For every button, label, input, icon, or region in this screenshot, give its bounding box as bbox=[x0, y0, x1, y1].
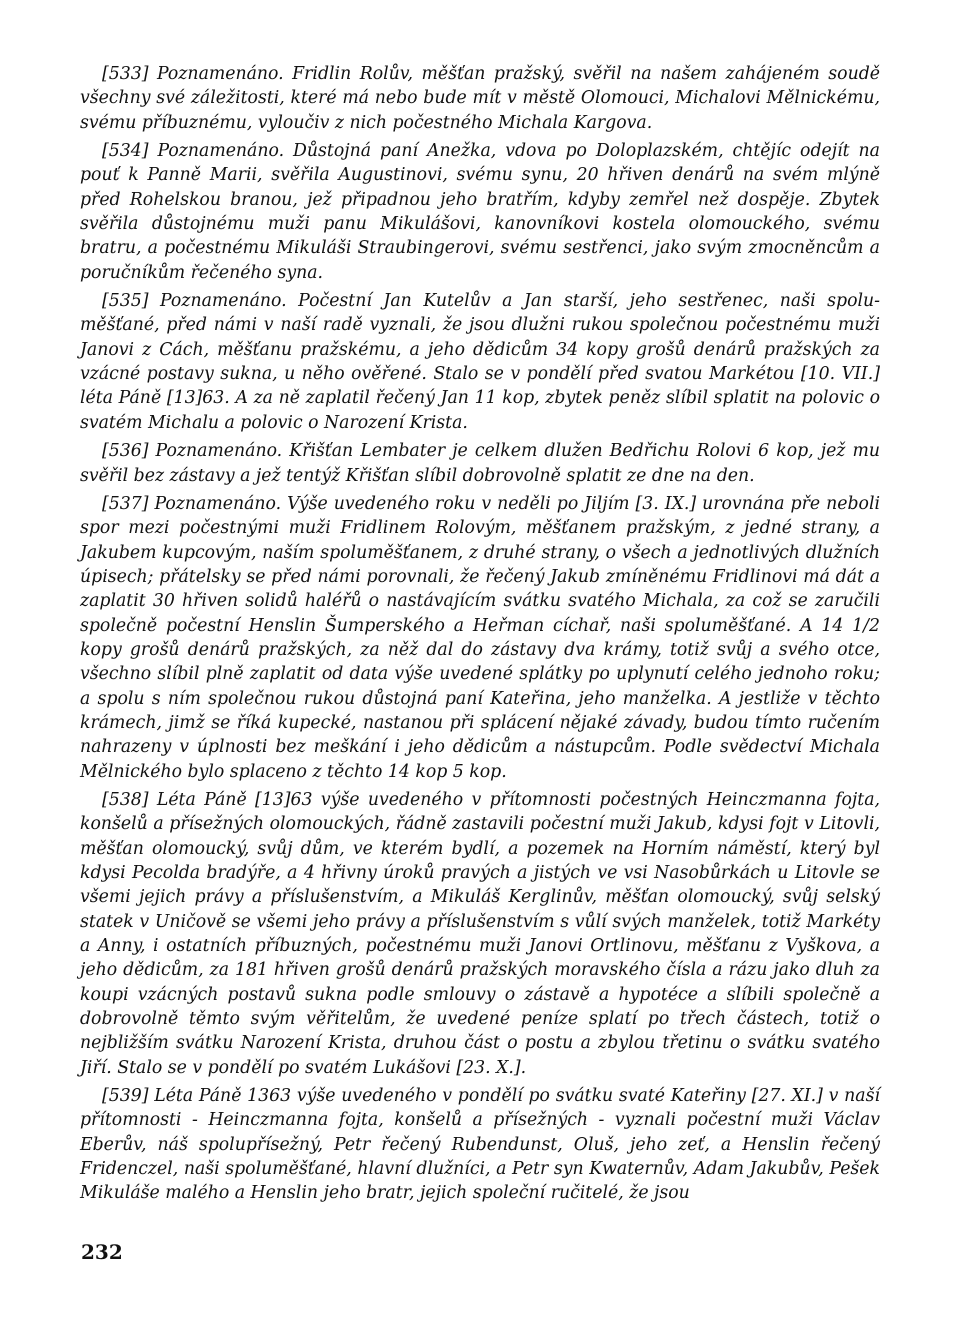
entry-533: [533] Poznamenáno. Fridlin Rolův, měšťan pražský, svěřil na našem zahájeném soudě všechny své záležitosti, které má nebo bude mít v městě Olomouci, Michalovi Mělnickému, svému příbuznému, vyloučiv z nich počestného Michala Kargova. bbox=[80, 64, 880, 133]
entry-538: [538] Léta Páně [13]63 výše uvedeného v přítomnosti počestných Heinczmanna fojta, konšelů a přísežných olomouckých, řádně zastavili počestní muži Jakub, kdysi fojt v Litovli, měšťan olomoucký, svůj dům, ve kterém bydlí, a pozemek na Horním náměstí, který byl kdysi Pecolda bradýře, a 4 hřivny úroků pravých a jistých ve vsi Nasobůrkách u Litovle se všemi jejich právy a příslušenstvím, a Mikuláš Kerglinův, měšťan olomoucký, svůj selský statek v Uničově se všemi jeho právy a příslušenstvím s vůlí svých manželek, totiž Markéty a Anny, i ostatních příbuzných, počestnému muži Janovi Ortlinovu, měšťanu z Vyškova, a jeho dědicům, za 181 hřiven grošů denárů pražských moravského čísla a rázu jako dluh za koupi vzácných postavů sukna podle smlouvy o zástavě a hypotéce a slíbili společně a dobrovolně těmto svým věřitelům, že uvedené peníze splatí po třech částech, totiž o nejbližším svátku Narození Krista, druhou část o postu a zbylou třetinu o svátku svatého Jiří. Stalo se v pondělí po svatém Lukášovi [23. X.]. bbox=[80, 789, 880, 1078]
entry-534: [534] Poznamenáno. Důstojná paní Anežka, vdova po Doloplazském, chtějíc odejít na pouť k Panně Marii, svěřila Augustinovi, svému synu, 20 hřiven denárů na svém mlýně před Rohelskou branou, jež připadnou jeho bratřím, kdyby zemřel než dospěje. Zbytek svěřila důstojnému muži panu Mikulášovi, kanovníkovi kostela olomouckého, svému bratru, a počestnému Mikuláši Straubingerovi, svému sestřenci, jako svým zmocněncům a poručníkům řečeného syna. bbox=[80, 141, 880, 283]
entry-539: [539] Léta Páně 1363 výše uvedeného v pondělí po svátku svaté Kateřiny [27. XI.] v naší přítomnosti - Heinczmanna fojta, konšelů a přísežných - vyznali počestní muži Václav Eberův, náš spolupřísežný, Petr řečený Rubendunst, Oluš, jeho zeť, a Henslin řečený Fridenczel, naši spoluměšťané, hlavní dlužníci, a Petr syn Kwaternův, Adam Jakubův, Pešek Mikuláše malého a Henslin jeho bratr, jejich společní ručitelé, že jsou bbox=[80, 1086, 880, 1204]
entry-536: [536] Poznamenáno. Křišťan Lembater je celkem dlužen Bedřichu Rolovi 6 kop, jež mu svěřil bez zástavy a jež tentýž Křišťan slíbil dobrovolně splatit ze dne na den. bbox=[80, 441, 880, 486]
entry-535: [535] Poznamenáno. Počestní Jan Kutelův a Jan starší, jeho sestřenec, naši spoluměšťané, před námi v naší radě vyznali, že jsou dlužni rukou společnou počestnému muži Janovi z Cách, měšťanu pražskému, a jeho dědicům 34 kopy grošů denárů pražských za vzácné postavy sukna, u něho ověřené. Stalo se v pondělí před svatou Markétou [10. VII.] léta Páně [13]63. A za ně zaplatil řečený Jan 11 kop, zbytek peněz slíbil splatit na polovic o svatém Michalu a polovic o Narození Krista. bbox=[80, 291, 880, 433]
document-text bbox=[80, 62, 880, 1210]
page-number: 232 bbox=[81, 1240, 123, 1264]
entry-537: [537] Poznamenáno. Výše uvedeného roku v neděli po Jiljím [3. IX.] urovnána pře neboli spor mezi počestnými muži Fridlinem Rolovým, měšťanem pražským, z jedné strany, a Jakubem kupcovým, naším spoluměšťanem, z druhé strany, o všech a jednotlivých dlužních úpisech; přátelsky se před námi porovnali, že řečený Jakub zmíněnému Fridlinovi má dát a zaplatit 30 hřiven solidů haléřů o nastávajícím svátku svatého Michala, za což se zaručili společně počestní Henslin Šumperského a Heřman cíchař, naši spoluměšťané. A 14 1/2 kopy grošů denárů pražských, za něž dal do zástavy dva krámy, totiž svůj a svého otce, všechno slíbil plně zaplatit od data výše uvedené splátky po uplynutí celého jednoho roku; a spolu s ním společnou rukou důstojná paní Kateřina, jeho manželka. A jestliže v těchto krámech, jimž se říká kupecké, nastanou při splácení nějaké závady, budou tímto ručením nahrazeny v úplnosti bez meškání i jeho dědicům a nástupcům. Podle svědectví Michala Mělnického bylo splaceno z těchto 14 kop 5 kop. bbox=[80, 493, 880, 782]
